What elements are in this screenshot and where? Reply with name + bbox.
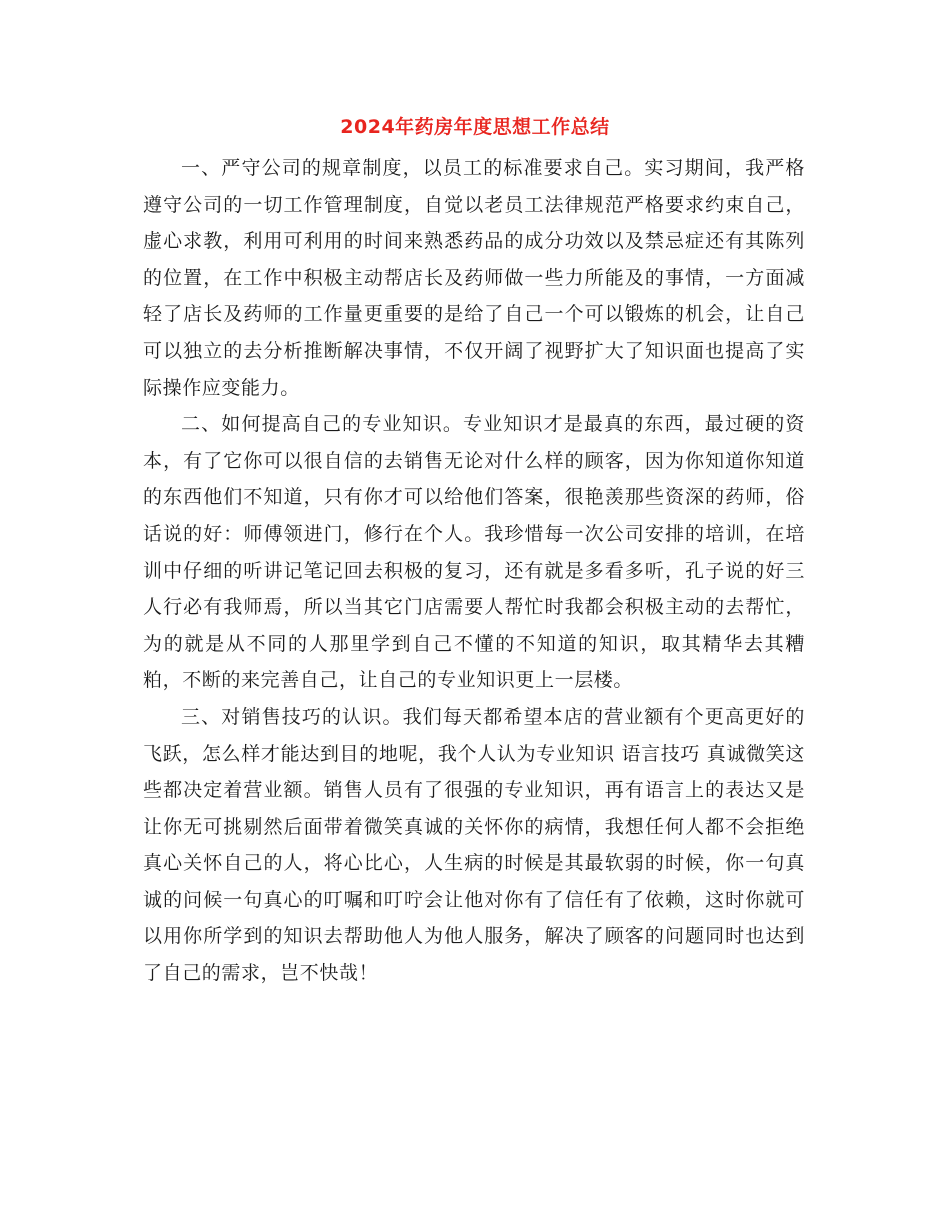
document-title: 2024年药房年度思想工作总结 <box>340 116 610 138</box>
paragraph-3: 三、对销售技巧的认识。我们每天都希望本店的营业额有个更高更好的飞跃，怎么样才能达到目的地呢，我个人认为专业知识 语言技巧 真诚微笑这些都决定着营业额。销售人员有了很强的专业知识，再有语言上的表达又是让你无可挑剔然后面带着微笑真诚的关怀你的病情，我想任何人都不会拒绝真心关怀自己的人，将心比心，人生病的时候是其最软弱的时候，你一句真诚的问候一句真心的叮嘱和叮咛会让他对你有了信任有了依赖，这时你就可以用你所学到的知识去帮助他人为他人服务，解决了顾客的问题同时也达到了自己的需求，岂不快哉！ <box>143 705 805 985</box>
paragraph-2: 二、如何提高自己的专业知识。专业知识才是最真的东西，最过硬的资本，有了它你可以很自信的去销售无论对什么样的顾客，因为你知道你知道的东西他们不知道，只有你才可以给他们答案，很艳羡那些资深的药师，俗话说的好：师傅领进门，修行在个人。我珍惜每一次公司安排的培训，在培训中仔细的听讲记笔记回去积极的复习，还有就是多看多听，孔子说的好三人行必有我师焉，所以当其它门店需要人帮忙时我都会积极主动的去帮忙，为的就是从不同的人那里学到自己不懂的不知道的知识，取其精华去其糟粕，不断的来完善自己，让自己的专业知识更上一层楼。 <box>143 413 805 692</box>
paragraph-1: 一、严守公司的规章制度，以员工的标准要求自己。实习期间，我严格遵守公司的一切工作管理制度，自觉以老员工法律规范严格要求约束自己，虚心求教，利用可利用的时间来熟悉药品的成分功效以及禁忌症还有其陈列的位置，在工作中积极主动帮店长及药师做一些力所能及的事情，一方面减轻了店长及药师的工作量更重要的是给了自己一个可以锻炼的机会，让自己可以独立的去分析推断解决事情，不仅开阔了视野扩大了知识面也提高了实际操作应变能力。 <box>143 157 805 399</box>
document-body <box>143 150 805 992</box>
